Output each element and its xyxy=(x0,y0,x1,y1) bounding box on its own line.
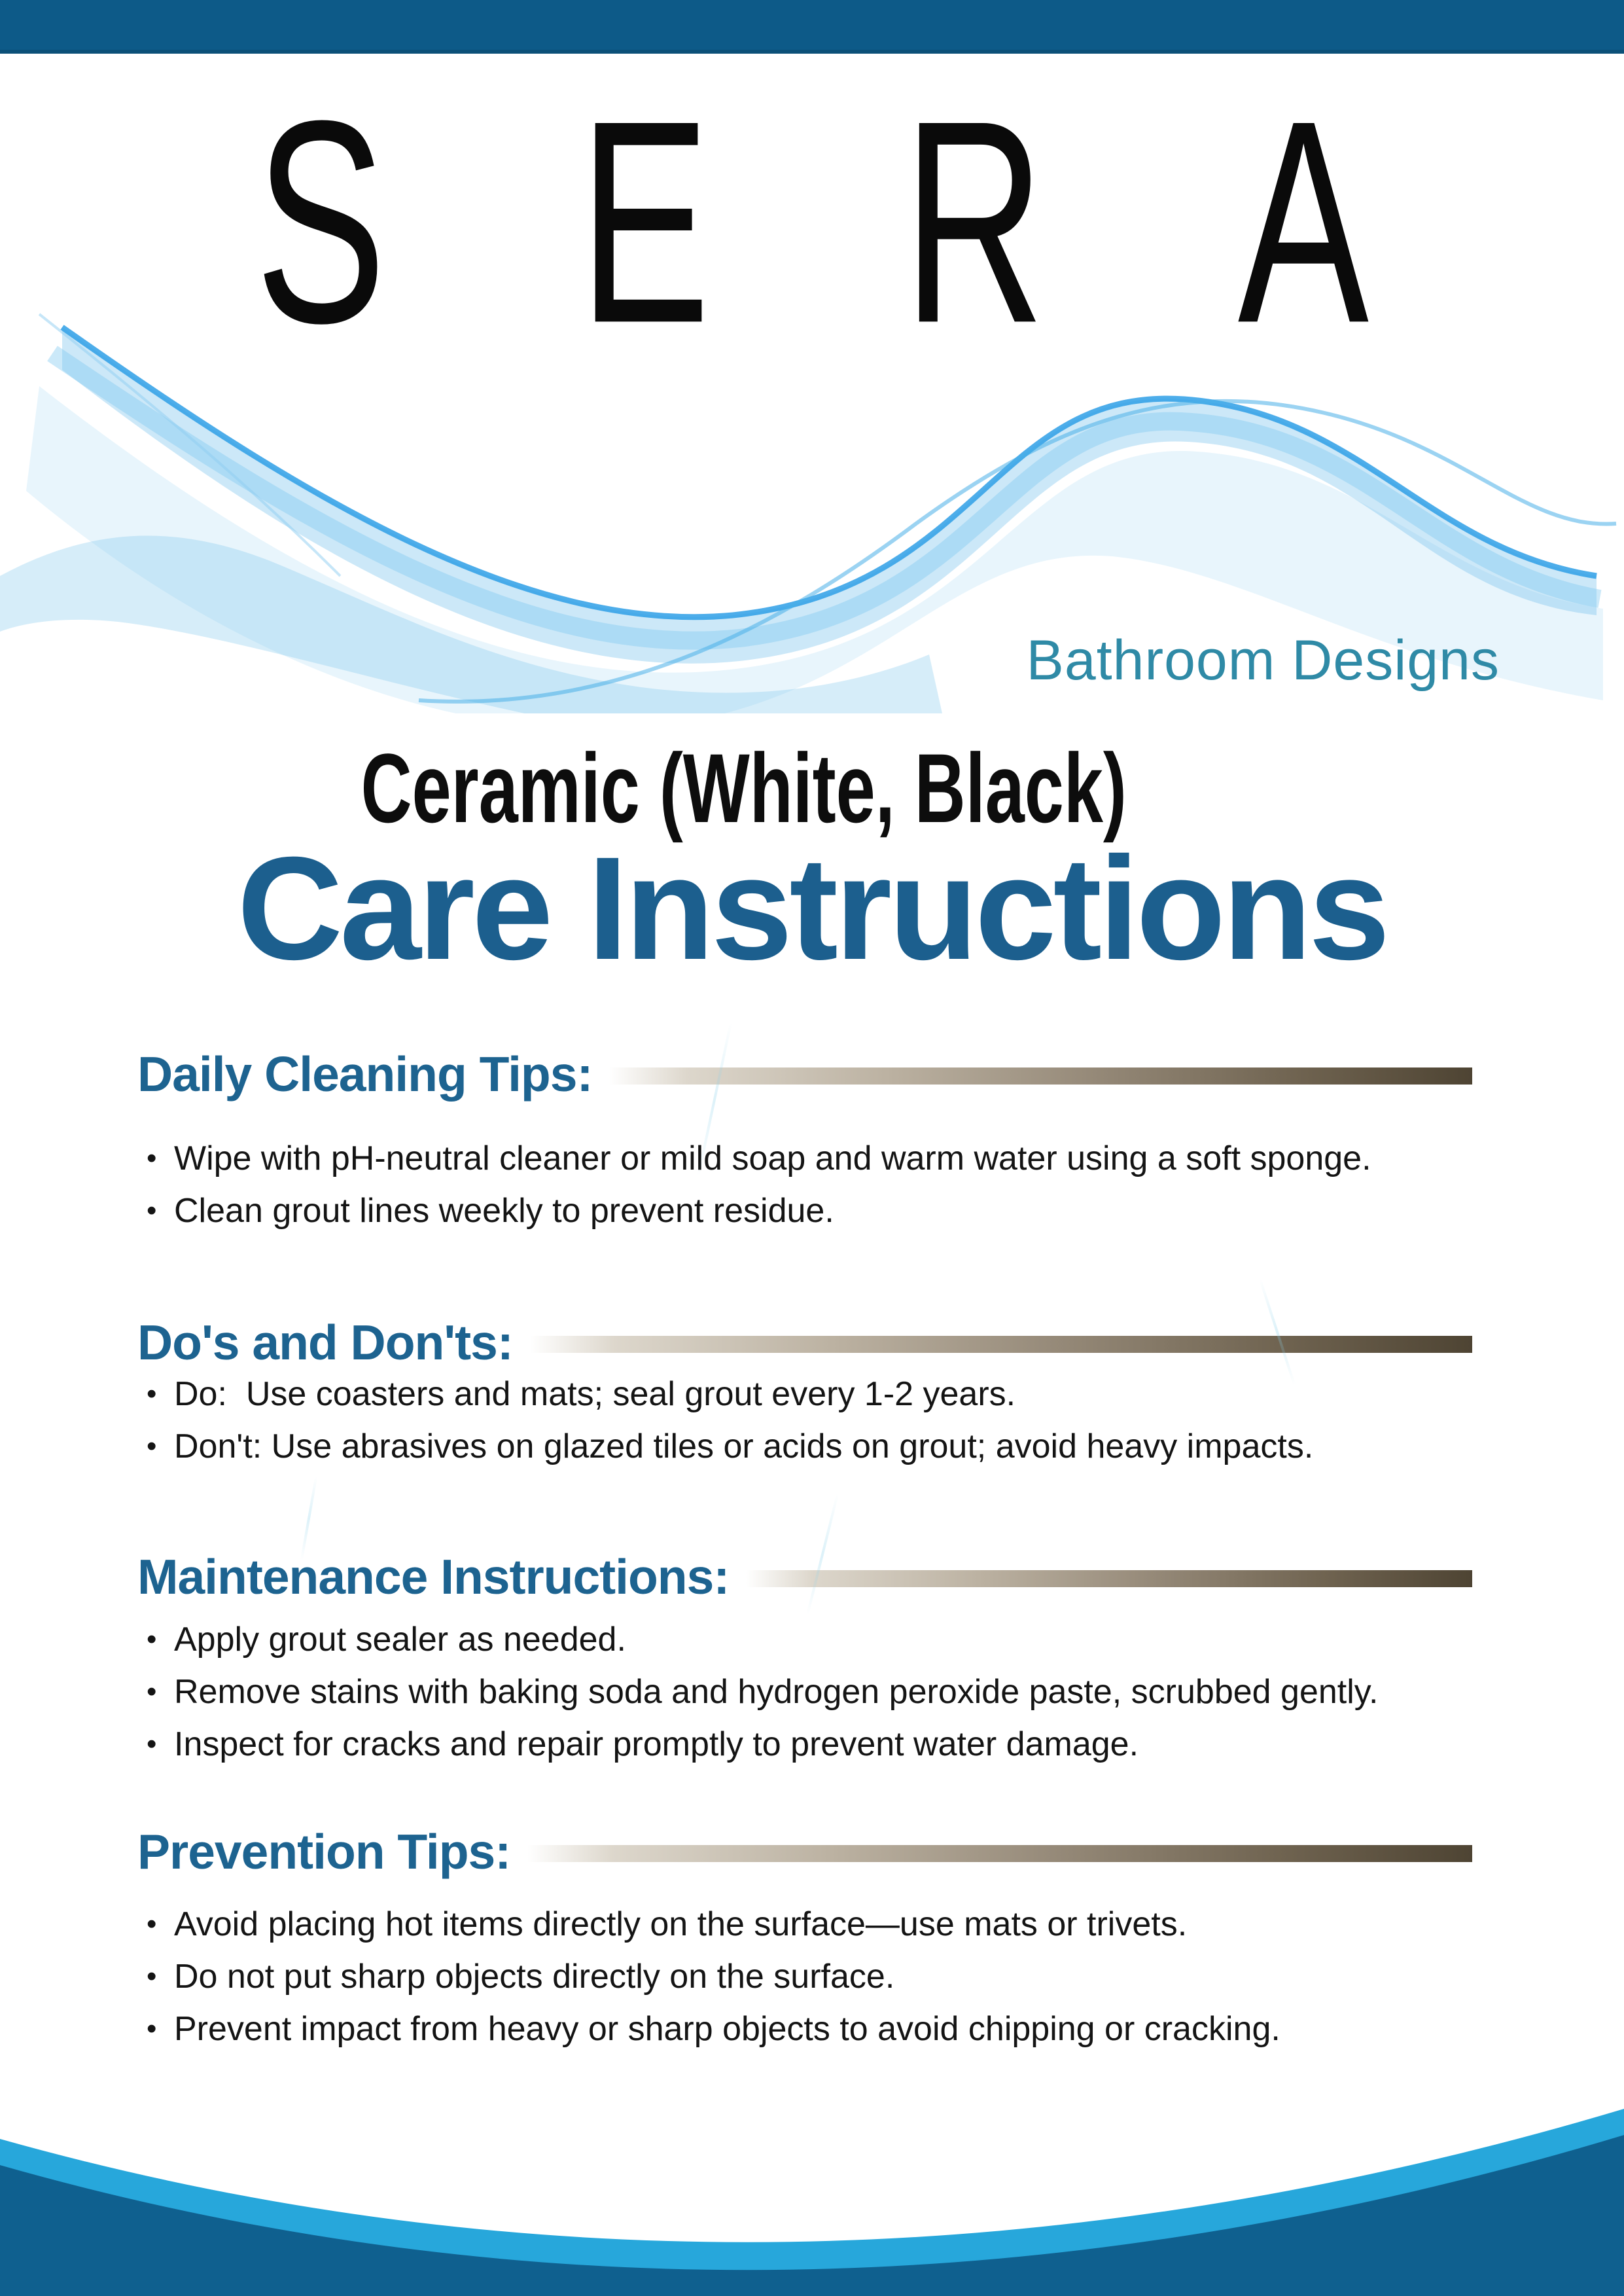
list-item: • Do: Use coasters and mats; seal grout every 1-2 years. xyxy=(143,1368,1519,1420)
brand-tagline: Bathroom Designs xyxy=(1026,629,1500,692)
section-heading-row xyxy=(0,1825,1624,1879)
top-color-bar xyxy=(0,0,1624,54)
prevention-bullets xyxy=(0,1898,1624,2055)
brand-logo-text: SERA xyxy=(255,60,1562,384)
section-dos-and-donts xyxy=(0,1316,1624,1370)
list-item: • Prevent impact from heavy or sharp objects to avoid chipping or cracking. xyxy=(143,2003,1519,2055)
section-heading-row xyxy=(0,1316,1624,1370)
list-item: • Wipe with pH-neutral cleaner or mild soap and warm water using a soft sponge. xyxy=(143,1132,1519,1185)
section-heading: Do's and Don'ts: xyxy=(137,1315,513,1370)
section-prevention-tips xyxy=(0,1825,1624,1879)
brand-logo xyxy=(0,60,1624,384)
section-daily-cleaning-tips xyxy=(0,1047,1624,1102)
list-item: • Do not put sharp objects directly on the surface. xyxy=(143,1950,1519,2003)
section-heading-row xyxy=(0,1047,1624,1102)
dos-and-donts-bullets xyxy=(0,1368,1624,1473)
list-item: • Don't: Use abrasives on glazed tiles or acids on grout; avoid heavy impacts. xyxy=(143,1420,1519,1473)
gradient-rule xyxy=(530,1336,1472,1353)
page-title: Care Instructions xyxy=(237,827,1387,990)
list-item: • Inspect for cracks and repair promptly to prevent water damage. xyxy=(143,1718,1519,1770)
maintenance-bullets xyxy=(0,1613,1624,1770)
section-heading: Daily Cleaning Tips: xyxy=(137,1047,593,1102)
list-item: • Apply grout sealer as needed. xyxy=(143,1613,1519,1666)
section-heading: Maintenance Instructions: xyxy=(137,1549,730,1604)
list-item: • Clean grout lines weekly to prevent residue. xyxy=(143,1185,1519,1237)
gradient-rule xyxy=(746,1570,1472,1587)
product-subtitle: Ceramic (White, Black) xyxy=(361,733,1127,843)
gradient-rule xyxy=(609,1067,1472,1085)
list-item: • Remove stains with baking soda and hydrogen peroxide paste, scrubbed gently. xyxy=(143,1666,1519,1718)
footer-wave-graphic xyxy=(0,2100,1624,2296)
faint-streak-artifact xyxy=(300,1477,318,1561)
gradient-rule xyxy=(527,1845,1472,1862)
list-item: • Avoid placing hot items directly on the surface—use mats or trivets. xyxy=(143,1898,1519,1950)
daily-cleaning-bullets xyxy=(0,1132,1624,1237)
section-heading: Prevention Tips: xyxy=(137,1824,511,1879)
